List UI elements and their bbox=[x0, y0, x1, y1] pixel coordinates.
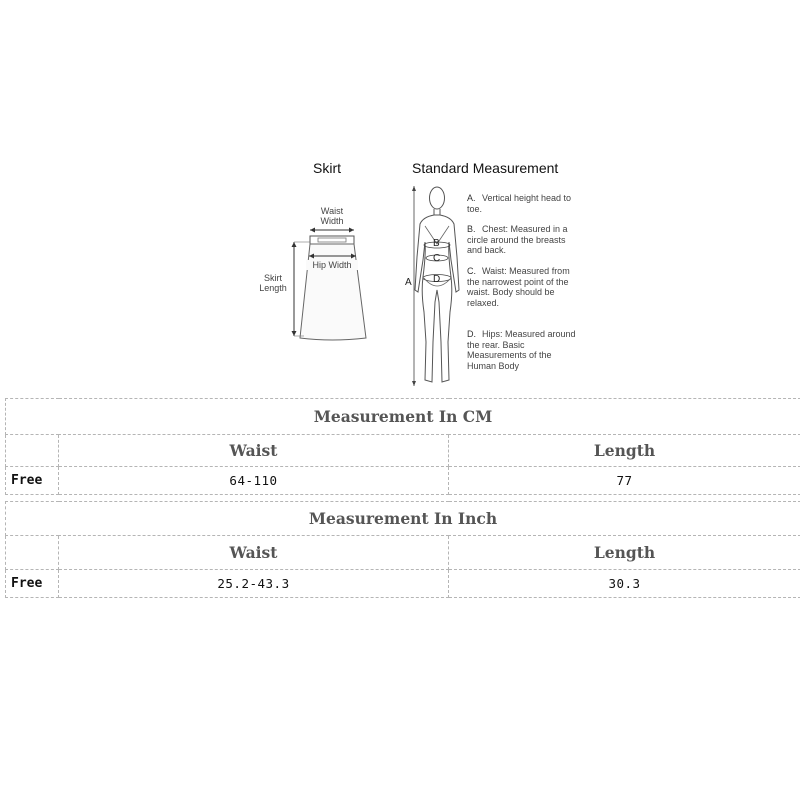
table-caption-row bbox=[6, 399, 800, 435]
skirt-length-label: Skirt Length bbox=[259, 273, 287, 293]
measurement-table-inch bbox=[5, 501, 800, 598]
measurement-table-cm bbox=[5, 398, 800, 495]
size-diagram bbox=[0, 0, 800, 395]
table-caption-row bbox=[6, 502, 800, 536]
header-waist: Waist bbox=[59, 536, 449, 570]
header-waist: Waist bbox=[59, 435, 449, 467]
length-value: 30.3 bbox=[449, 570, 800, 598]
note-d: D. Hips: Measured around the rear. Basic Measurements of the Human Body bbox=[467, 329, 576, 371]
note-a: A. Vertical height head to toe. bbox=[467, 193, 572, 214]
table-row bbox=[6, 467, 800, 495]
skirt-illustration bbox=[280, 222, 380, 344]
body-figure-illustration bbox=[405, 182, 465, 392]
table-caption: Measurement In Inch bbox=[6, 502, 800, 536]
length-value: 77 bbox=[449, 467, 800, 495]
note-b: B. Chest: Measured in a circle around the breasts and back. bbox=[467, 224, 568, 255]
note-c: C. Waist: Measured from the narrowest point of the waist. Body should be relaxed. bbox=[467, 266, 570, 308]
table-row bbox=[6, 570, 800, 598]
letter-a: A bbox=[405, 277, 412, 288]
standard-measurement-title: Standard Measurement bbox=[412, 160, 559, 176]
waist-width-label: Waist Width bbox=[320, 206, 344, 226]
table-caption: Measurement In CM bbox=[6, 399, 800, 435]
letter-b: B bbox=[433, 238, 440, 249]
table-header-row bbox=[6, 536, 800, 570]
waist-value: 25.2-43.3 bbox=[59, 570, 449, 598]
header-length: Length bbox=[449, 435, 800, 467]
skirt-title: Skirt bbox=[313, 160, 341, 176]
header-empty-cell bbox=[6, 536, 59, 570]
letter-d: D bbox=[433, 274, 441, 285]
header-empty-cell bbox=[6, 435, 59, 467]
size-cell: Free bbox=[6, 570, 59, 598]
letter-c: C bbox=[433, 253, 441, 264]
header-length: Length bbox=[449, 536, 800, 570]
hip-width-label: Hip Width bbox=[306, 260, 358, 270]
size-cell: Free bbox=[6, 467, 59, 495]
table-header-row bbox=[6, 435, 800, 467]
waist-value: 64-110 bbox=[59, 467, 449, 495]
